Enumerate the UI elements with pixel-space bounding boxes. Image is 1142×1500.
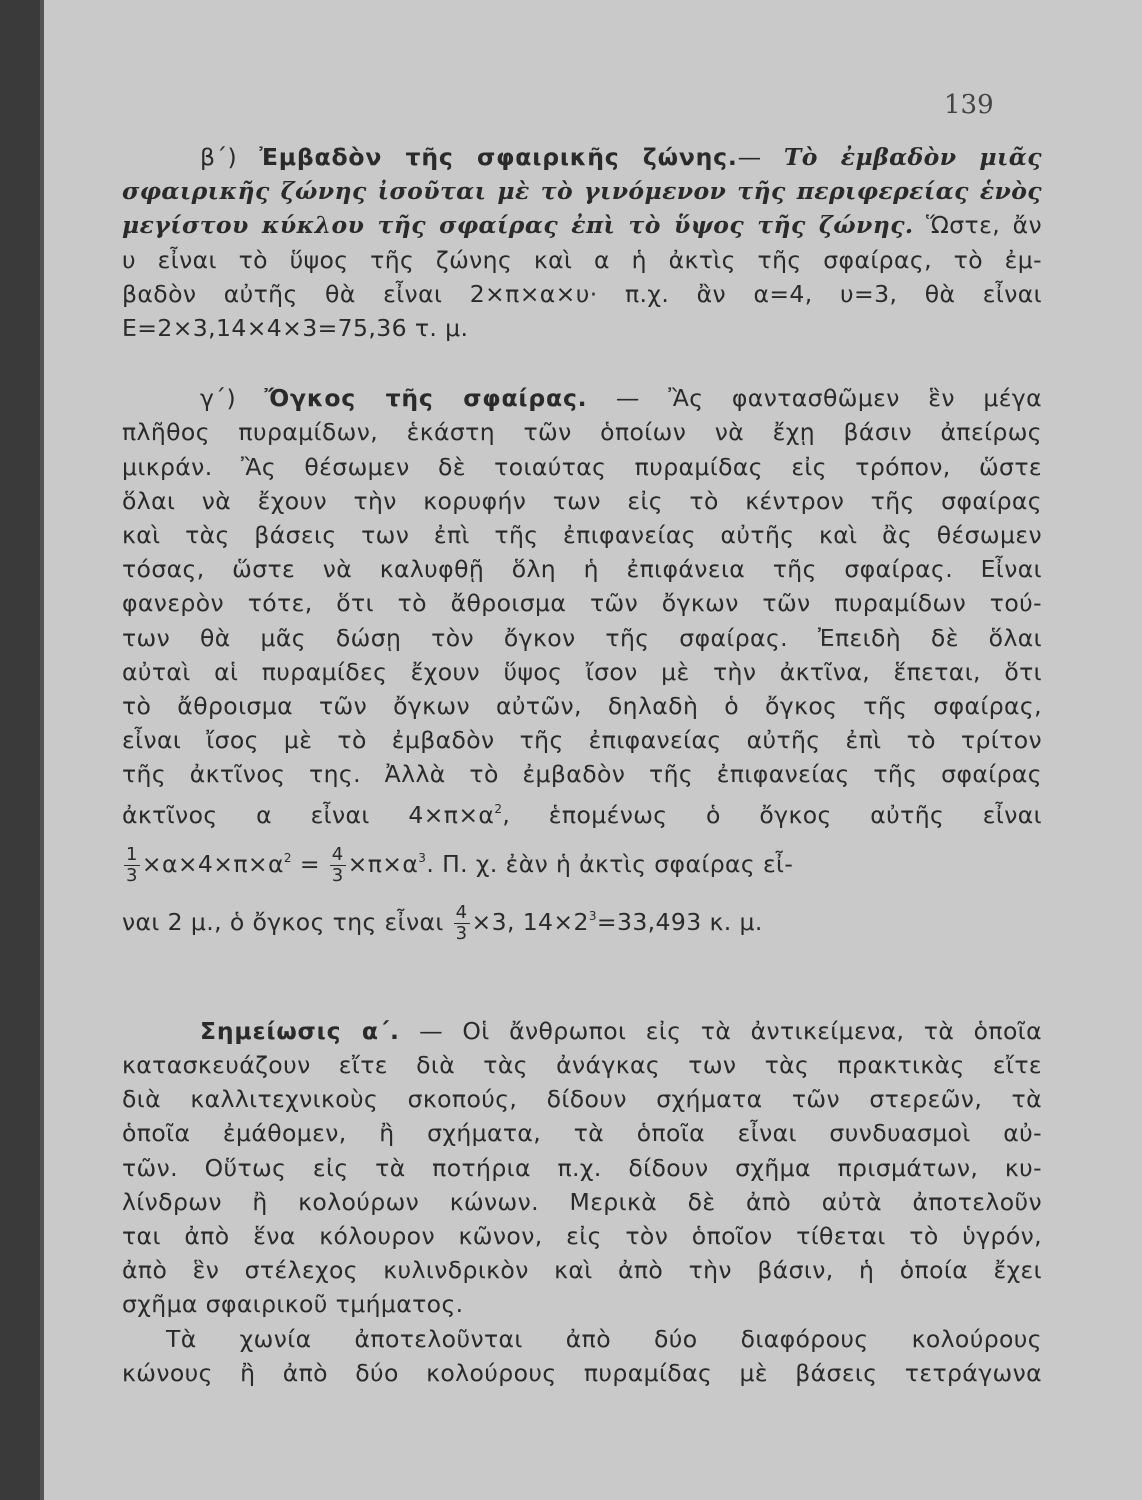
section-g-line: αὐταὶ αἱ πυραμίδες ἔχουν ὕψος ἴσον μὲ τὴν ἀκτῖνα, ἕπεται, ὅτι xyxy=(122,657,1042,686)
note-heading: Σημείωσις α΄. xyxy=(200,1016,400,1045)
spacer xyxy=(122,948,1042,1014)
section-g-line: τόσας, ὥστε νὰ καλυφθῇ ὅλη ἡ ἐπιφάνεια τῆς σφαίρας. Εἶναι xyxy=(122,555,1042,584)
section-b-line-2: σφαιρικῆς ζώνης ἰσοῦται μὲ τὸ γινόμενον τῆς περιφερείας ἑνὸς xyxy=(122,177,1042,206)
note-line: ται ἀπὸ ἕνα κόλουρον κῶνον, εἰς τὸν ὁποῖον τίθεται τὸ ὑγρόν, xyxy=(122,1222,1042,1251)
section-g-line: των θὰ μᾶς δώσῃ τὸν ὄγκον τῆς σφαίρας. Ἐπειδὴ δὲ ὅλαι xyxy=(122,623,1042,652)
note-line: τῶν. Οὕτως εἰς τὰ ποτήρια π.χ. δίδουν σχῆμα πρισμάτων, κυ- xyxy=(122,1153,1042,1182)
section-g-line: τῆς ἀκτῖνος της. Ἀλλὰ τὸ ἐμβαδὸν τῆς ἐπιφανείας τῆς σφαίρας xyxy=(122,760,1042,789)
section-b-heading: Ἐμβαδὸν τῆς σφαιρικῆς ζώνης. xyxy=(259,143,738,171)
fraction-one-third: $\frac{1}{3}$ xyxy=(126,843,138,886)
formula-line: $\frac{1}{3}$ $\times\alpha\times 4\times\pi\times\alpha^2$ = $\frac{4}{3}$ $\times\pi\times\alpha^3$. Π. χ. ἐὰν ἡ ἀκτὶς σφαίρας εἶ- xyxy=(126,843,794,886)
section-g-line: εἶναι ἴσος μὲ τὸ ἐμβαδὸν τῆς ἐπιφανείας αὐτῆς ἐπὶ τὸ τρίτον xyxy=(122,726,1042,755)
page-number: 139 xyxy=(944,90,994,120)
section-b-line-3: μεγίστου κύκλου τῆς σφαίρας ἐπὶ τὸ ὕψος τῆς ζώνης. Ὥστε, ἄν xyxy=(122,211,1043,240)
section-b-line-1: β΄) Ἐμβαδὸν τῆς σφαιρικῆς ζώνης.— Τὸ ἐμβαδὸν μιᾶς xyxy=(200,143,1042,171)
example-line: ναι 2 μ., ὁ ὄγκος της εἶναι $\frac{4}{3}$ ×3, $14\times 2^3=33,493$ κ. μ. xyxy=(122,901,763,944)
section-g-line-1: γ΄) Ὄγκος τῆς σφαίρας. — Ἂς φαντασθῶμεν ἓν μέγα xyxy=(200,384,1042,413)
note-line: διὰ καλλιτεχνικοὺς σκοπούς, δίδουν σχήματα τῶν στερεῶν, τὰ xyxy=(122,1085,1042,1114)
page-text xyxy=(122,140,1042,1390)
note-line: κατασκευάζουν εἴτε διὰ τὰς ἀνάγκας των τὰς πρακτικὰς εἴτε xyxy=(122,1051,1042,1080)
section-g-line-13: ἀκτῖνος α εἶναι $4\times\pi\times\alpha^2$, ἑπομένως ὁ ὄγκος αὐτῆς εἶναι xyxy=(122,800,1042,829)
note-last-line: σχῆμα σφαιρικοῦ τμήματος. xyxy=(122,1290,464,1319)
section-b-line-5: βαδὸν αὐτῆς θὰ εἶναι 2×π×α×υ· π.χ. ἂν α=4, υ=3, θὰ εἶναι xyxy=(122,279,1042,308)
section-g-heading: Ὄγκος τῆς σφαίρας. xyxy=(264,384,588,413)
paragraph-2-line-1: Τὰ χωνία ἀποτελοῦνται ἀπὸ δύο διαφόρους κολούρους xyxy=(166,1324,1042,1353)
section-g-line: τὸ ἄθροισμα τῶν ὄγκων αὐτῶν, δηλαδὴ ὁ ὄγκος τῆς σφαίρας, xyxy=(122,692,1042,721)
section-b-line-4: υ εἶναι τὸ ὕψος τῆς ζώνης καὶ α ἡ ἀκτὶς τῆς σφαίρας, τὸ ἐμ- xyxy=(122,245,1042,274)
section-b-line-6: Ε=2×3,14×4×3=75,36 τ. μ. xyxy=(122,314,469,343)
section-g-line: πλῆθος πυραμίδων, ἑκάστη τῶν ὁποίων νὰ ἔχῃ βάσιν ἀπείρως xyxy=(122,418,1042,447)
section-g-line: ὅλαι νὰ ἔχουν τὴν κορυφήν των εἰς τὸ κέντρον τῆς σφαίρας xyxy=(122,486,1042,515)
fraction-four-thirds: $\frac{4}{3}$ xyxy=(331,843,344,886)
paragraph-2-line-2: κώνους ἢ ἀπὸ δύο κολούρους πυραμίδας μὲ βάσεις τετράγωνα xyxy=(122,1358,1042,1387)
note-line-1: Σημείωσις α΄. — Οἱ ἄνθρωποι εἰς τὰ ἀντικείμενα, τὰ ὁποῖα xyxy=(200,1016,1042,1045)
book-page xyxy=(40,0,1142,1500)
note-line: ὁποῖα ἐμάθομεν, ἢ σχήματα, τὰ ὁποῖα εἶναι συνδυασμοὶ αὐ- xyxy=(122,1119,1042,1148)
section-g-line: φανερὸν τότε, ὅτι τὸ ἄθροισμα τῶν ὄγκων τῶν πυραμίδων τού- xyxy=(122,589,1042,618)
section-g-line: μικράν. Ἂς θέσωμεν δὲ τοιαύτας πυραμίδας εἰς τρόπον, ὥστε xyxy=(122,452,1042,481)
note-line: λίνδρων ἢ κολούρων κώνων. Μερικὰ δὲ ἀπὸ αὐτὰ ἀποτελοῦν xyxy=(122,1187,1042,1216)
spacer xyxy=(122,345,1042,381)
note-line: ἀπὸ ἓν στέλεχος κυλινδρικὸν καὶ ἀπὸ τὴν βάσιν, ἡ ὁποία ἔχει xyxy=(122,1256,1042,1285)
section-g-line: καὶ τὰς βάσεις των ἐπὶ τῆς ἐπιφανείας αὐτῆς καὶ ἂς θέσωμεν xyxy=(122,521,1042,550)
fraction-four-thirds: $\frac{4}{3}$ xyxy=(455,901,468,944)
